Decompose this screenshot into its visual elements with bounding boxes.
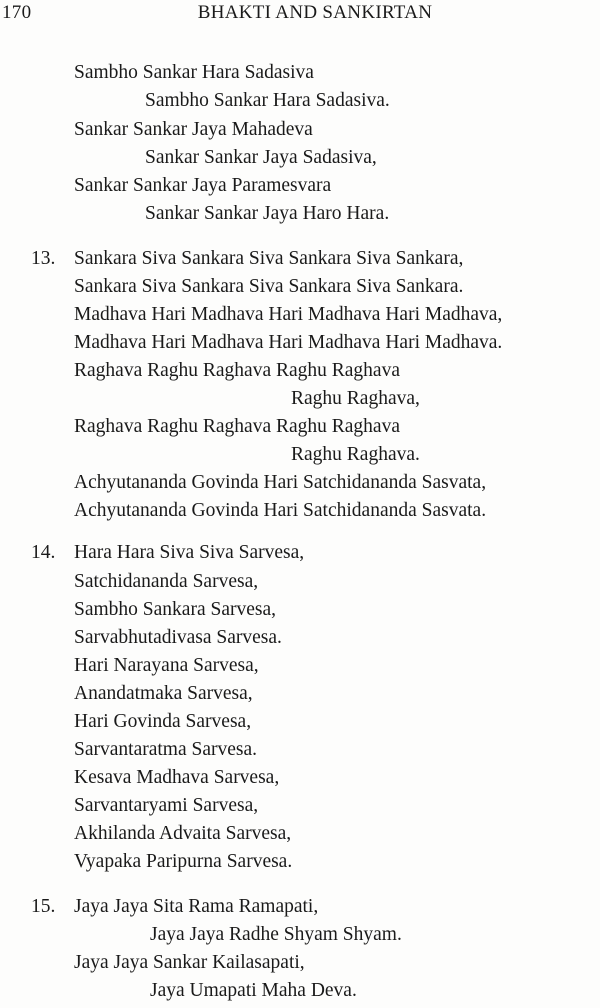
verse-line: Jaya Umapati Maha Deva. bbox=[150, 980, 357, 1001]
verse-line: Madhava Hari Madhava Hari Madhava Hari Madhava. bbox=[74, 332, 503, 353]
verse-number: 13. bbox=[31, 248, 56, 269]
verse-line: Raghu Raghava, bbox=[291, 388, 420, 409]
verse-line: Sankar Sankar Jaya Haro Hara. bbox=[145, 203, 390, 224]
verse-line: Sankar Sankar Jaya Paramesvara bbox=[74, 175, 332, 196]
verse-line: Sankara Siva Sankara Siva Sankara Siva Sankara. bbox=[74, 276, 464, 297]
verse-line: Sarvantaryami Sarvesa, bbox=[74, 795, 259, 816]
verse-line: Anandatmaka Sarvesa, bbox=[74, 683, 253, 704]
verse-line: Akhilanda Advaita Sarvesa, bbox=[74, 823, 292, 844]
verse-line: Sarvantaratma Sarvesa. bbox=[74, 739, 258, 760]
verse-line: Jaya Jaya Sita Rama Ramapati, bbox=[74, 896, 319, 917]
verse-line: Jaya Jaya Sankar Kailasapati, bbox=[74, 952, 305, 973]
verse-line: Sambho Sankar Hara Sadasiva bbox=[74, 62, 314, 83]
verse-line: Hara Hara Siva Siva Sarvesa, bbox=[74, 542, 305, 563]
verse-line: Raghava Raghu Raghava Raghu Raghava bbox=[74, 360, 400, 381]
verse-line: Hari Govinda Sarvesa, bbox=[74, 711, 252, 732]
verse-line: Sambho Sankara Sarvesa, bbox=[74, 599, 276, 620]
verse-line: Sankar Sankar Jaya Mahadeva bbox=[74, 119, 313, 140]
running-head bbox=[0, 2, 600, 24]
page-number: 170 bbox=[2, 2, 32, 23]
verse-line: Achyutananda Govinda Hari Satchidananda Sasvata. bbox=[74, 500, 487, 521]
verse-line: Kesava Madhava Sarvesa, bbox=[74, 767, 280, 788]
verse-number: 14. bbox=[31, 542, 56, 563]
verse-line: Sankar Sankar Jaya Sadasiva, bbox=[145, 147, 377, 168]
verse-line: Satchidananda Sarvesa, bbox=[74, 571, 259, 592]
verse-line: Achyutananda Govinda Hari Satchidananda Sasvata, bbox=[74, 472, 487, 493]
verse-line: Raghu Raghava. bbox=[291, 444, 420, 465]
verse-line: Jaya Jaya Radhe Shyam Shyam. bbox=[150, 924, 402, 945]
verse-line: Hari Narayana Sarvesa, bbox=[74, 655, 259, 676]
running-title: BHAKTI AND SANKIRTAN bbox=[197, 2, 433, 23]
verse-line: Sankara Siva Sankara Siva Sankara Siva Sankara, bbox=[74, 248, 464, 269]
verse-line: Madhava Hari Madhava Hari Madhava Hari Madhava, bbox=[74, 304, 503, 325]
verse-line: Vyapaka Paripurna Sarvesa. bbox=[74, 851, 293, 872]
verse-number: 15. bbox=[31, 896, 56, 917]
verse-line: Raghava Raghu Raghava Raghu Raghava bbox=[74, 416, 400, 437]
verse-line: Sarvabhutadivasa Sarvesa. bbox=[74, 627, 282, 648]
verse-line: Sambho Sankar Hara Sadasiva. bbox=[145, 90, 390, 111]
